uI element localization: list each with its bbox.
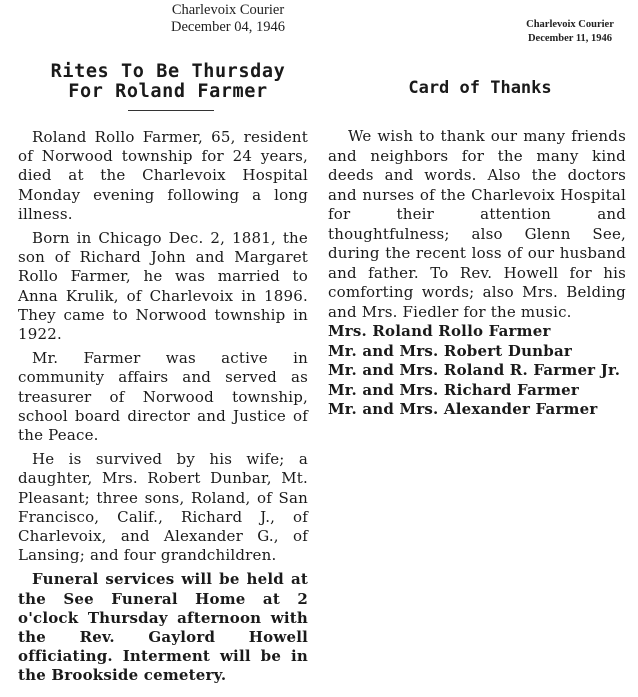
obituary-headline-line1: Rites To Be Thursday bbox=[50, 61, 286, 82]
right-source-header bbox=[505, 18, 635, 46]
headline-divider bbox=[128, 110, 214, 111]
signer: Mr. and Mrs. Robert Dunbar bbox=[328, 341, 572, 360]
signer: Mr. and Mrs. Alexander Farmer bbox=[328, 400, 598, 418]
card-of-thanks-text: We wish to thank our many friends and neighbors for the many kind deeds and words. Also the doctors and nurses of the Charlevoix Hospital for their attention and thoughtfulness; also Glenn See, during the recent loss of our husband and father. To Rev. Howell for his comforting words; also Mrs. Belding and Mrs. Fiedler for the music. bbox=[328, 127, 626, 321]
obituary-headline bbox=[18, 62, 318, 102]
obituary-paragraph: He is survived by his wife; a daughter, Mrs. Robert Dunbar, Mt. Pleasant; three sons, Roland, of San Francisco, Calif., Richard J., of Charlevoix, and Alexander G., of Lansing; and four grandchildren. bbox=[18, 450, 308, 565]
right-source-paper: Charlevoix Courier bbox=[526, 19, 614, 30]
signer: Mr. and Mrs. Richard Farmer bbox=[328, 380, 580, 399]
signer: Mr. and Mrs. Roland R. Farmer Jr. bbox=[328, 361, 621, 379]
obituary-paragraph: Roland Rollo Farmer, 65, resident of Norwood township for 24 years, died at the Charlevoix Hospital Monday evening following a long illness. bbox=[18, 128, 308, 223]
obituary-paragraph: Born in Chicago Dec. 2, 1881, the son of Richard John and Margaret Rollo Farmer, he was married to Anna Krulik, of Charlevoix in 1896. They came to Norwood township in 1922. bbox=[18, 229, 308, 344]
left-source-header bbox=[128, 2, 328, 36]
obituary-article bbox=[18, 128, 308, 691]
signer: Mrs. Roland Rollo Farmer bbox=[328, 322, 551, 340]
obituary-headline-line2: For Roland Farmer bbox=[68, 81, 268, 102]
right-source-date: December 11, 1946 bbox=[527, 33, 613, 44]
left-source-date: December 04, 1946 bbox=[171, 19, 285, 35]
signers-list bbox=[328, 322, 626, 420]
obituary-paragraph-funeral: Funeral services will be held at the See Funeral Home at 2 o'clock Thursday afternoon with the Rev. Gaylord Howell officiating. Interment will be in the Brookside cemetery. bbox=[18, 570, 308, 685]
card-of-thanks-title: Card of Thanks bbox=[408, 78, 552, 98]
card-of-thanks-body bbox=[328, 127, 626, 420]
left-source-paper: Charlevoix Courier bbox=[171, 2, 285, 18]
obituary-paragraph: Mr. Farmer was active in community affairs and served as treasurer of Norwood township, school board director and Justice of the Peace. bbox=[18, 349, 308, 445]
